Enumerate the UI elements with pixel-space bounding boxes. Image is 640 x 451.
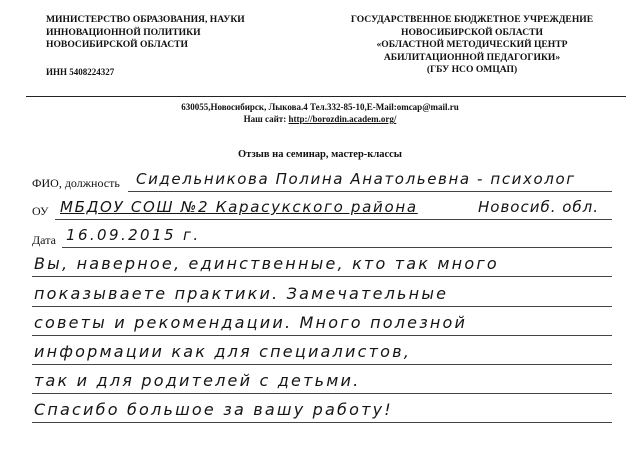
header-institution xyxy=(322,14,622,77)
review-line-2: показываете практики. Замечательные xyxy=(34,284,449,303)
fio-label: ФИО, должность xyxy=(32,176,120,190)
form-title: Отзыв на семинар, мастер-классы xyxy=(238,149,402,160)
website-label: Наш сайт: xyxy=(243,114,287,124)
review-rule-1 xyxy=(32,276,612,277)
institution-line-4: АБИЛИТАЦИОННОЙ ПЕДАГОГИКИ» xyxy=(383,51,561,63)
review-line-6: Спасибо большое за вашу работу! xyxy=(34,400,393,419)
ministry-line-1: МИНИСТЕРСТВО ОБРАЗОВАНИЯ, НАУКИ xyxy=(46,14,245,25)
review-rule-3 xyxy=(32,335,612,336)
header-divider xyxy=(26,96,626,97)
review-rule-2 xyxy=(32,306,612,307)
contact-address: 630055,Новосибирск, Лыкова.4 Тел.332-85-10,E-Mail:omcap@mail.ru xyxy=(181,102,459,112)
date-value: 16.09.2015 г. xyxy=(66,226,201,244)
ministry-line-3: НОВОСИБИРСКОЙ ОБЛАСТИ xyxy=(46,39,188,50)
header-ministry xyxy=(46,14,296,78)
review-line-3: советы и рекомендации. Много полезной xyxy=(34,313,468,332)
website-link[interactable]: http://borozdin.academ.org/ xyxy=(288,114,397,124)
ministry-line-2: ИННОВАЦИОННОЙ ПОЛИТИКИ xyxy=(46,26,201,38)
fio-value: Сидельникова Полина Анатольевна - психолог xyxy=(136,170,576,188)
review-rule-5 xyxy=(32,393,612,394)
website-line xyxy=(0,113,640,125)
institution-line-3: «ОБЛАСТНОЙ МЕТОДИЧЕСКИЙ ЦЕНТР xyxy=(376,39,568,50)
review-line-5: так и для родителей с детьми. xyxy=(34,371,361,390)
institution-line-5: (ГБУ НСО ОМЦАП) xyxy=(426,64,518,75)
ou-region: Новосиб. обл. xyxy=(478,198,600,216)
ou-label: ОУ xyxy=(32,204,49,218)
institution-line-2: НОВОСИБИРСКОЙ ОБЛАСТИ xyxy=(401,26,543,38)
ou-underline xyxy=(55,219,612,220)
inn-number: ИНН 5408224327 xyxy=(46,66,115,77)
ou-value: МБДОУ СОШ №2 Карасукского района xyxy=(60,198,418,216)
review-rule-6 xyxy=(32,422,612,423)
fio-underline xyxy=(128,191,612,192)
institution-line-1: ГОСУДАРСТВЕННОЕ БЮДЖЕТНОЕ УЧРЕЖДЕНИЕ xyxy=(350,14,594,25)
date-underline xyxy=(62,247,612,248)
date-label: Дата xyxy=(32,233,56,247)
review-rule-4 xyxy=(32,364,612,365)
review-line-4: информации как для специалистов, xyxy=(34,342,411,361)
review-line-1: Вы, наверное, единственные, кто так много xyxy=(34,254,499,273)
